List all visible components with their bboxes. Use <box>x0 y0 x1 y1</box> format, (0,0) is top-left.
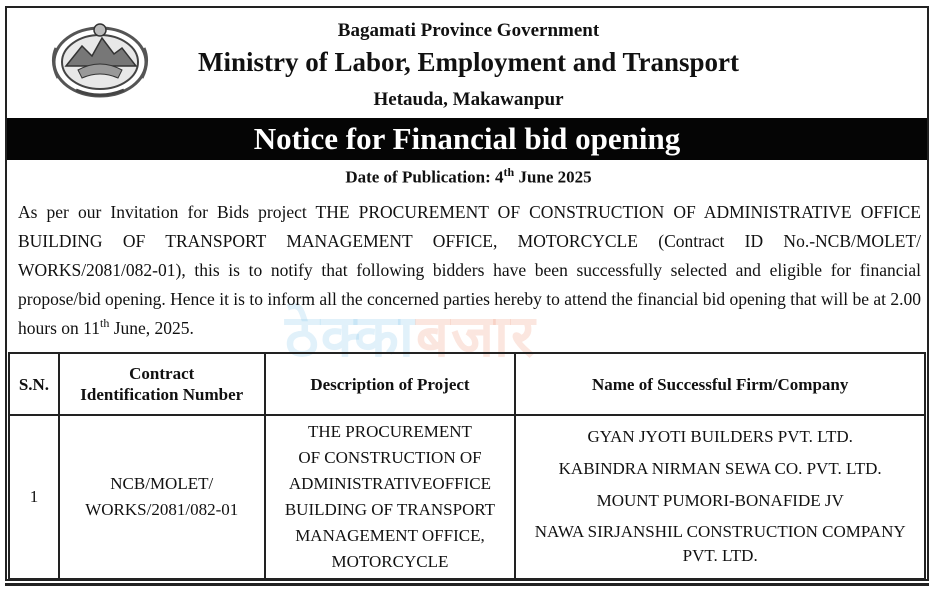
description-line: THE PROCUREMENT <box>308 422 472 441</box>
table-row <box>9 415 925 579</box>
location-heading: Hetauda, Makawanpur <box>373 89 564 110</box>
watermark-part2: बजार <box>415 302 537 370</box>
firm-name: MOUNT PUMORI-BONAFIDE JV <box>596 490 844 510</box>
cell-contract-id <box>59 415 265 579</box>
cell-description <box>265 415 516 579</box>
description-line: MANAGEMENT OFFICE, <box>295 526 485 545</box>
header-sn: S.N. <box>9 353 59 415</box>
description-line: BUILDING OF TRANSPORT <box>284 500 496 519</box>
bidders-table <box>8 352 926 580</box>
notice-date-suffix: th <box>100 316 110 331</box>
publication-date <box>0 165 937 188</box>
table-header-row <box>9 353 925 415</box>
publication-month-year: June 2025 <box>514 167 592 187</box>
contract-id-line2: WORKS/2081/082-01 <box>85 500 239 519</box>
header-contract-line2: Identification Number <box>80 385 244 404</box>
contract-id-line1: NCB/MOLET/ <box>110 474 214 493</box>
firm-name: KABINDRA NIRMAN SEWA CO. PVT. LTD. <box>558 458 882 478</box>
notice-body-text: As per our Invitation for Bids project THE PROCUREMENT OF CONSTRUCTION OF ADMINISTRATIVE OFFICE BUILDING OF TRANSPORT MANAGEMENT OFFICE, MOTORCYCLE (Contract ID No.-NCB/MOLET/ WORKS/2081/082-01), this is to notify that following bidders have been successfully selected and eligible for financial propose/bid opening. Hence it is to inform all the concerned parties hereby to attend the financial bid opening that will be at 2.00 hours on 11 <box>18 202 921 338</box>
description-line: ADMINISTRATIVEOFFICE <box>288 474 492 493</box>
bottom-rule <box>5 583 929 586</box>
header-description: Description of Project <box>265 353 516 415</box>
cell-firms <box>515 415 925 579</box>
notice-body-end: June, 2025. <box>109 318 194 338</box>
publication-day-suffix: th <box>503 165 515 179</box>
notice-title: Notice for Financial bid opening <box>7 118 927 160</box>
firm-name: GYAN JYOTI BUILDERS PVT. LTD. <box>587 426 853 446</box>
description-line: OF CONSTRUCTION OF <box>298 448 482 467</box>
firm-name: NAWA SIRJANSHIL CONSTRUCTION COMPANY PVT. LTD. <box>534 521 906 565</box>
notice-body <box>18 198 921 343</box>
watermark-part1: ठेक्का <box>285 302 416 370</box>
header-firm: Name of Successful Firm/Company <box>515 353 925 415</box>
description-line: MOTORCYCLE <box>331 552 449 571</box>
province-heading: Bagamati Province Government <box>337 20 600 41</box>
ministry-heading: Ministry of Labor, Employment and Transport <box>197 47 740 77</box>
cell-sn: 1 <box>9 415 59 579</box>
header-contract-line1: Contract <box>129 364 195 383</box>
publication-label: Date of Publication: 4 <box>345 167 504 187</box>
header-contract-id <box>59 353 265 415</box>
